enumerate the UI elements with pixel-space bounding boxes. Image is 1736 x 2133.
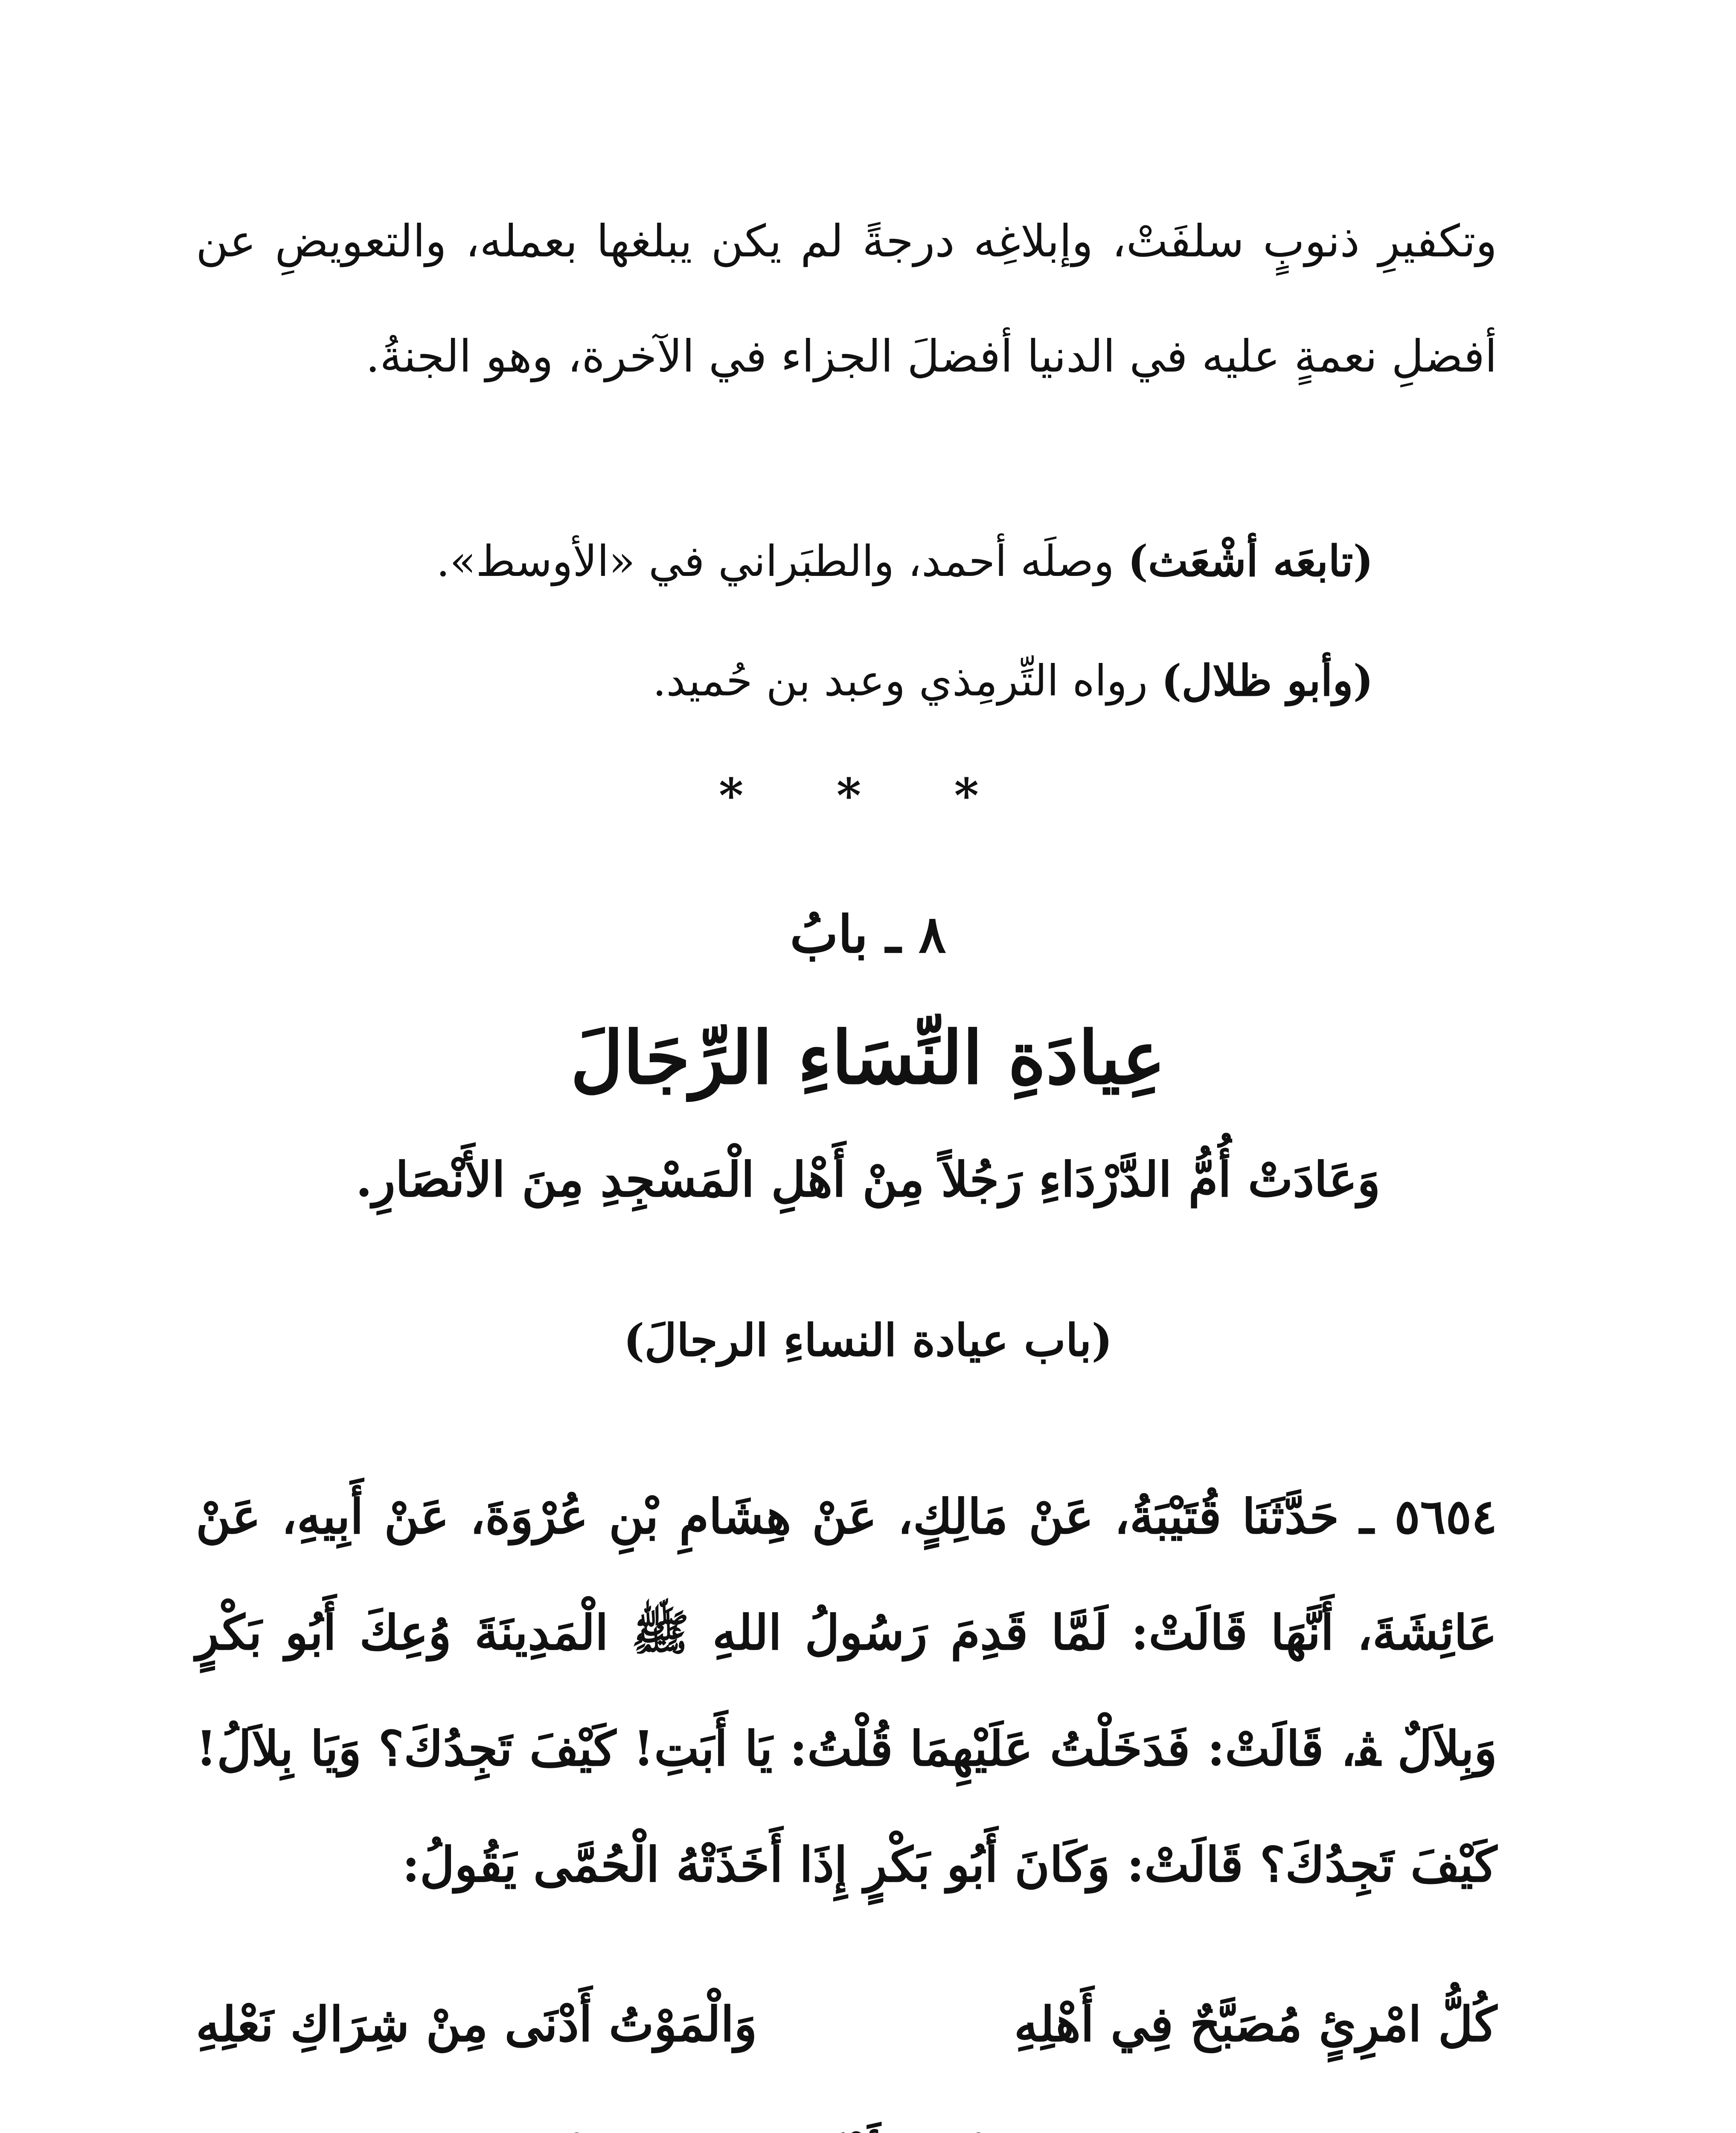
note1-label: (تابعَه أشْعَث) bbox=[1128, 536, 1373, 586]
chapter-tarjama: وَعَادَتْ أُمُّ الدَّرْدَاءِ رَجُلاً مِنْ أَهْلِ الْمَسْجِدِ مِنَ الأَنْصَارِ. bbox=[355, 1152, 1381, 1208]
intro-paragraph: وتكفيرِ ذنوبٍ سلفَتْ، وإبلاغِه درجةً لم يكن يبلغها بعمله، والتعويضِ عن أفضلِ نعمةٍ عليه في الدنيا أفضلَ الجزاء في الآخرة، وهو الجنةُ. bbox=[196, 215, 1498, 382]
note-tabaahu-ashath bbox=[221, 503, 1373, 619]
verse-first-hemistich: كُلُّ امْرِئٍ مُصَبَّحٌ فِي أَهْلِهِ bbox=[1014, 1996, 1497, 2052]
note-abu-zilal bbox=[221, 623, 1373, 738]
commentary-heading: (باب عيادة النساءِ الرجالَ) bbox=[623, 1314, 1113, 1366]
note1-text: وصلَه أحمد، والطبَراني في «الأوسط». bbox=[436, 536, 1128, 586]
chapter-title: عِيادَةِ النِّسَاءِ الرِّجَالَ bbox=[570, 1015, 1166, 1101]
section-separator: * * * bbox=[718, 768, 1018, 823]
chapter-number: ٨ ـ بابُ bbox=[790, 904, 946, 965]
hadith-text: ٥٦٥٤ ـ حَدَّثَنَا قُتَيْبَةُ، عَنْ مَالِكٍ، عَنْ هِشَامِ بْنِ عُرْوَةَ، عَنْ أَبِيهِ، عَنْ عَائِشَةَ، أَنَّهَا قَالَتْ: لَمَّا قَدِمَ رَسُولُ اللهِ ﷺ الْمَدِينَةَ وُعِكَ أَبُو بَكْرٍ وَبِلاَلٌ ﭭ، قَالَتْ: فَدَخَلْتُ عَلَيْهِمَا قُلْتُ: يَا أَبَتِ! كَيْفَ تَجِدُكَ؟ وَيَا بِلاَلُ! كَيْفَ تَجِدُكَ؟ قَالَتْ: وَكَانَ أَبُو بَكْرٍ إِذَا أَخَذَتْهُ الْحُمَّى يَقُولُ: bbox=[196, 1489, 1497, 1893]
note2-label: (وأبو ظلال) bbox=[1161, 655, 1373, 706]
note2-text: رواه التِّرمِذي وعبد بن حُميد. bbox=[652, 656, 1162, 706]
verse-second-hemistich: وَالْمَوْتُ أَدْنَى مِنْ شِرَاكِ نَعْلِهِ bbox=[196, 1996, 757, 2052]
poetry-verse bbox=[196, 1996, 1497, 2052]
